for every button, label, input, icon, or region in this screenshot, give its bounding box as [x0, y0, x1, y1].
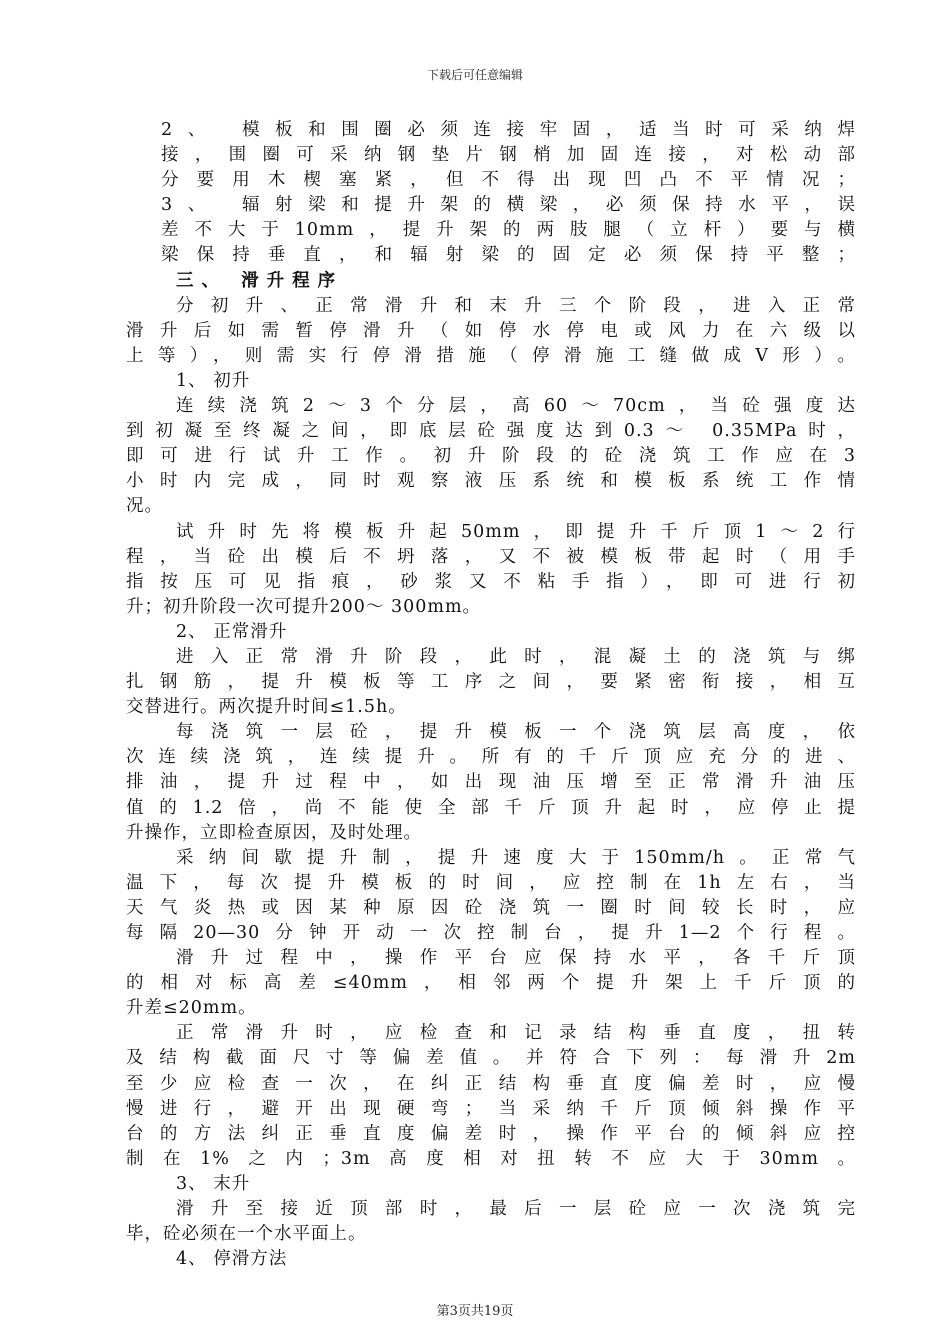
text-line: 到初凝至终凝之间，即底层砼强度达到0.3～ 0.35MPa时，: [126, 421, 856, 442]
text-line: 毕，砼必须在一个水平面上。: [126, 1224, 367, 1245]
text-line: 采纳间歇提升制，提升速度大于150mm/h。正常气: [176, 847, 856, 868]
text-line: 即可进行试升工作。初升阶段的砼浇筑工作应在3: [126, 446, 856, 467]
text-line: 接，围圈可采纳钢垫片钢梢加固连接，对松动部: [161, 145, 856, 166]
text-line: 1、 初升: [176, 370, 251, 391]
text-line: 分要用木楔塞紧，但不得出现凹凸不平情况；: [161, 170, 856, 191]
text-line: 正常滑升时，应检查和记录结构垂直度，扭转: [176, 1023, 856, 1044]
text-line: 指按压可见指痕，砂浆又不粘手指），即可进行初: [126, 571, 856, 592]
text-line: 上等），则需实行停滑措施（停滑施工缝做成V形）。: [126, 345, 856, 366]
text-line: 升差≤20mm。: [126, 998, 257, 1019]
text-line: 制在1%之内；3m高度相对扭转不应大于30mm。: [126, 1148, 856, 1169]
text-line: 及结构截面尺寸等偏差值。并符合下列：每滑升2m: [126, 1048, 856, 1069]
text-line: 差不大于10mm，提升架的两肢腿（立杆）要与横: [161, 220, 856, 241]
text-line: 每浇筑一层砼，提升模板一个浇筑层高度，依: [176, 722, 856, 743]
text-line: 分初升、正常滑升和末升三个阶段，进入正常: [176, 295, 856, 316]
text-line: 升；初升阶段一次可提升200～ 300mm。: [126, 596, 482, 617]
document-body: [126, 118, 856, 1272]
text-line: 慢进行，避开出现硬弯；当采纳千斤顶倾斜操作平: [126, 1098, 856, 1119]
text-line: 况。: [126, 496, 163, 517]
text-line: 进入正常滑升阶段，此时，混凝土的浇筑与绑: [176, 646, 856, 667]
section-heading: 三、 滑升程序: [176, 270, 344, 291]
text-line: 试升时先将模板升起50mm，即提升千斤顶1～2行: [176, 521, 856, 542]
text-line: 滑升后如需暂停滑升（如停水停电或风力在六级以: [126, 320, 856, 341]
text-line: 3、 末升: [176, 1173, 251, 1194]
text-line: 4、 停滑方法: [176, 1249, 288, 1270]
text-line: 滑升至接近顶部时，最后一层砼应一次浇筑完: [176, 1199, 856, 1220]
text-line: 3、 辐射梁和提升架的横梁，必须保持水平，误: [161, 195, 856, 216]
page-header: 下载后可任意编辑: [426, 68, 523, 82]
text-line: 排油，提升过程中，如出现油压增至正常滑升油压: [126, 772, 856, 793]
text-line: 2、 模板和围圈必须连接牢固，适当时可采纳焊: [161, 120, 856, 140]
text-line: 滑升过程中，操作平台应保持水平，各千斤顶: [176, 948, 856, 969]
text-line: 值的1.2倍，尚不能使全部千斤顶升起时，应停止提: [126, 797, 856, 818]
text-line: 每隔20—30分钟开动一次控制台，提升1—2个行程。: [126, 923, 856, 943]
text-line: 台的方法纠正垂直度偏差时，操作平台的倾斜应控: [126, 1123, 856, 1144]
text-line: 的相对标高差≤40mm，相邻两个提升架上千斤顶的: [126, 973, 856, 994]
text-line: 扎钢筋，提升模板等工序之间，要紧密衔接，相互: [126, 672, 856, 693]
page-footer: 第3页共19页: [436, 1304, 514, 1319]
text-line: 次连续浇筑，连续提升。所有的千斤顶应充分的进、: [126, 747, 856, 768]
text-line: 程，当砼出模后不坍落，又不被模板带起时（用手: [126, 546, 856, 567]
text-line: 小时内完成，同时观察液压系统和模板系统工作情: [126, 471, 856, 492]
text-line: 连续浇筑2～3个分层，高60～70cm，当砼强度达: [176, 396, 856, 417]
text-line: 温下，每次提升模板的时间，应控制在1h左右，当: [126, 872, 856, 893]
text-line: 梁保持垂直，和辐射梁的固定必须保持平整；: [161, 245, 856, 266]
text-line: 2、 正常滑升: [176, 621, 288, 642]
text-line: 至少应检查一次，在纠正结构垂直度偏差时，应慢: [126, 1073, 856, 1094]
text-line: 升操作，立即检查原因，及时处理。: [126, 822, 422, 843]
text-line: 交替进行。两次提升时间≤1.5h。: [126, 697, 407, 718]
text-line: 天气炎热或因某种原因砼浇筑一圈时间较长时，应: [126, 897, 856, 918]
